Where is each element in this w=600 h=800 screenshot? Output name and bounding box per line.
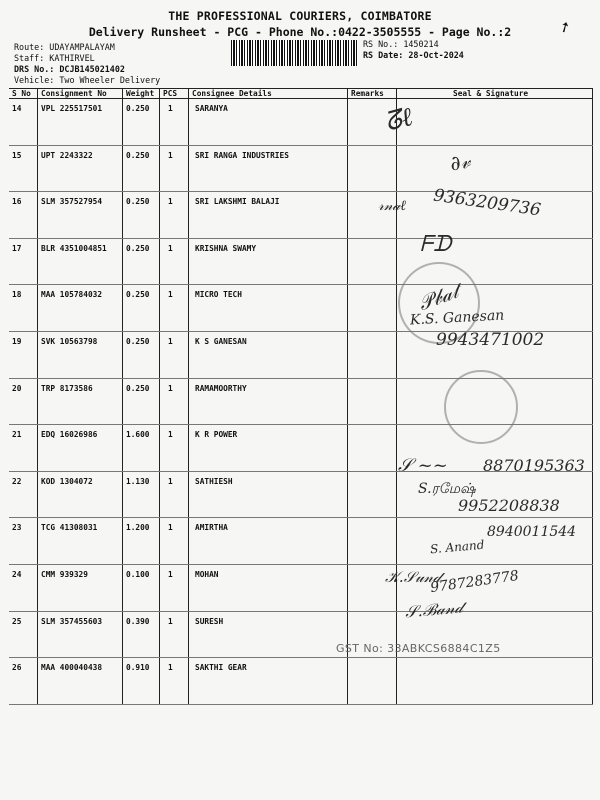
row-weight: 1.200 [123, 518, 160, 565]
row-pcs: 1 [160, 238, 189, 285]
company-title: THE PROFESSIONAL COURIERS, COIMBATORE [168, 9, 432, 23]
runsheet-meta-right [363, 39, 464, 61]
signature-scribble: ∂𝓋 [448, 148, 473, 176]
row-pcs: 1 [160, 285, 189, 332]
row-weight: 1.130 [123, 471, 160, 518]
row-weight: 0.250 [123, 285, 160, 332]
row-remarks [348, 378, 397, 425]
header-weight: Weight [123, 89, 160, 99]
row-weight: 0.250 [123, 378, 160, 425]
row-sno: 18 [9, 285, 38, 332]
handwritten-phone: 9787283778 [429, 567, 520, 597]
row-weight: 0.250 [123, 192, 160, 239]
row-consignment: MAA 400040438 [38, 658, 123, 705]
row-sno: 24 [9, 564, 38, 611]
row-signature [397, 658, 593, 705]
row-pcs: 1 [160, 192, 189, 239]
row-remarks [348, 238, 397, 285]
barcode [231, 40, 358, 66]
row-weight: 0.250 [123, 331, 160, 378]
row-consignee: SRI RANGA INDUSTRIES [189, 145, 348, 192]
row-pcs: 1 [160, 99, 189, 146]
row-consignment: BLR 4351004851 [38, 238, 123, 285]
table-row [9, 99, 593, 146]
signature-scribble: ᘔℓ [381, 101, 416, 139]
row-weight: 0.250 [123, 99, 160, 146]
row-pcs: 1 [160, 658, 189, 705]
handwritten-name: S. Anand [429, 537, 485, 557]
row-weight: 1.600 [123, 425, 160, 472]
row-signature [397, 145, 593, 192]
row-consignment: TRP 8173586 [38, 378, 123, 425]
header-sno: S No [9, 89, 38, 99]
row-consignment: EDQ 16026986 [38, 425, 123, 472]
row-pcs: 1 [160, 471, 189, 518]
row-remarks [348, 518, 397, 565]
table-row [9, 611, 593, 658]
runsheet-subtitle: Delivery Runsheet - PCG - Phone No.:0422-3505555 - Page No.:2 [88, 25, 512, 39]
row-remarks [348, 658, 397, 705]
table-row [9, 285, 593, 332]
row-pcs: 1 [160, 145, 189, 192]
pen-mark-icon: ➚ [555, 16, 574, 39]
company-stamp [444, 370, 518, 444]
row-remarks [348, 285, 397, 332]
vehicle-label: Vehicle: Two Wheeler Delivery [14, 75, 161, 85]
rs-date: RS Date: 28-Oct-2024 [363, 50, 464, 60]
handwritten-phone: 9363209736 [432, 185, 543, 221]
row-remarks [348, 425, 397, 472]
row-sno: 16 [9, 192, 38, 239]
row-sno: 15 [9, 145, 38, 192]
row-consignment: MAA 105784032 [38, 285, 123, 332]
row-weight: 0.250 [123, 145, 160, 192]
header-consignee: Consignee Details [189, 89, 348, 99]
row-sno: 14 [9, 99, 38, 146]
row-consignee: SRI LAKSHMI BALAJI [189, 192, 348, 239]
signature-scribble: 𝒫𝒷𝒶𝓉 [415, 278, 462, 316]
staff-label: Staff: KATHIRVEL [14, 53, 95, 63]
signature-scribble: 𝒮 ~~ [398, 455, 448, 476]
table-header-row [9, 89, 593, 99]
header-remarks: Remarks [348, 89, 397, 99]
row-weight: 0.250 [123, 238, 160, 285]
row-consignee: K R POWER [189, 425, 348, 472]
row-consignment: KOD 1304072 [38, 471, 123, 518]
header-consignment: Consignment No [38, 89, 123, 99]
row-pcs: 1 [160, 331, 189, 378]
signature-scribble: 𝓇𝓃𝒶ℓ [378, 198, 406, 214]
row-pcs: 1 [160, 518, 189, 565]
table-row [9, 145, 593, 192]
row-consignment: SVK 10563798 [38, 331, 123, 378]
row-consignee: K S GANESAN [189, 331, 348, 378]
header-pcs: PCS [160, 89, 189, 99]
row-sno: 25 [9, 611, 38, 658]
row-sno: 20 [9, 378, 38, 425]
handwritten-phone: 8870195363 [483, 456, 585, 475]
row-consignee: RAMAMOORTHY [189, 378, 348, 425]
route-label: Route: UDAYAMPALAYAM [14, 42, 115, 52]
row-consignment: UPT 2243322 [38, 145, 123, 192]
row-pcs: 1 [160, 425, 189, 472]
row-consignee: MICRO TECH [189, 285, 348, 332]
row-remarks [348, 471, 397, 518]
row-consignee: MOHAN [189, 564, 348, 611]
row-consignment: VPL 225517501 [38, 99, 123, 146]
rs-number: RS No.: 1450214 [363, 39, 439, 49]
row-consignee: KRISHNA SWAMY [189, 238, 348, 285]
signature-scribble: ᖴᗪ [420, 232, 452, 257]
row-pcs: 1 [160, 564, 189, 611]
row-sno: 23 [9, 518, 38, 565]
row-consignment: TCG 41308031 [38, 518, 123, 565]
row-remarks [348, 145, 397, 192]
row-pcs: 1 [160, 378, 189, 425]
runsheet-meta-left [14, 42, 160, 86]
row-consignee: AMIRTHA [189, 518, 348, 565]
row-sno: 22 [9, 471, 38, 518]
table-row [9, 658, 593, 705]
row-sno: 21 [9, 425, 38, 472]
row-sno: 26 [9, 658, 38, 705]
row-weight: 0.910 [123, 658, 160, 705]
handwritten-phone: 9952208838 [458, 496, 560, 515]
handwritten-phone: 9943471002 [436, 330, 545, 350]
row-consignee: SATHIESH [189, 471, 348, 518]
row-sno: 19 [9, 331, 38, 378]
handwritten-name: S.ரமேஷ் [418, 481, 476, 497]
handwritten-phone: 8940011544 [487, 524, 577, 540]
drs-label: DRS No.: DCJB145021402 [14, 64, 125, 74]
gst-stamp-text: GST No: 33ABKCS6884C1Z5 [336, 642, 501, 655]
row-sno: 17 [9, 238, 38, 285]
row-signature [397, 99, 593, 146]
row-remarks [348, 331, 397, 378]
row-pcs: 1 [160, 611, 189, 658]
row-consignment: SLM 357527954 [38, 192, 123, 239]
handwritten-name: K.S. Ganesan [409, 307, 505, 329]
row-weight: 0.390 [123, 611, 160, 658]
row-consignee: SARANYA [189, 99, 348, 146]
row-consignee: SURESH [189, 611, 348, 658]
row-consignment: SLM 357455603 [38, 611, 123, 658]
signature-scribble: 𝒦.𝒮𝓊𝓃𝒹 [385, 568, 441, 586]
row-consignment: CMM 939329 [38, 564, 123, 611]
row-weight: 0.100 [123, 564, 160, 611]
signature-scribble: 𝒮.ℬ𝒶𝓃𝒹 [404, 597, 464, 622]
row-consignee: SAKTHI GEAR [189, 658, 348, 705]
header-signature: Seal & Signature [397, 89, 593, 99]
table-row [9, 238, 593, 285]
